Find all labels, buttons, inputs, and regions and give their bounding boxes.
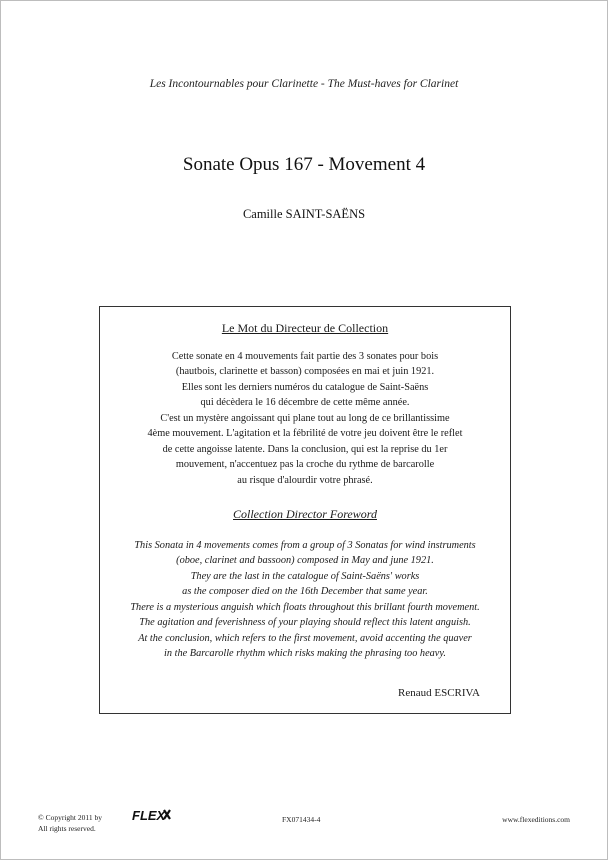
series-title: Les Incontournables pour Clarinette - The Must-haves for Clarinet: [149, 78, 459, 90]
text-line: in the Barcarolle rhythm which risks making the phrasing too heavy.: [164, 648, 446, 660]
copyright-notice: [38, 812, 102, 834]
french-heading: Le Mot du Directeur de Collection: [221, 321, 389, 335]
text-line: There is a mysterious anguish which floats throughout this brillant fourth movement.: [130, 602, 480, 613]
text-line: (oboe, clarinet and bassoon) composed in May and june 1921.: [176, 555, 434, 567]
signature: Renaud ESCRIVA: [398, 687, 480, 699]
logo-text: FLEX: [132, 808, 166, 823]
text-line: The agitation and feverishness of your playing should reflect this latent anguish.: [139, 617, 471, 629]
french-paragraph-1: [100, 349, 510, 411]
english-paragraph-1: [100, 538, 510, 600]
text-line: as the composer died on the 16th December that same year.: [182, 586, 428, 598]
text-line: This Sonata in 4 movements comes from a group of 3 Sonatas for wind instruments: [134, 540, 476, 551]
text-line: 4ème mouvement. L'agitation et la fébrilité de votre jeu doivent être le reflet: [147, 428, 463, 440]
text-line: Cette sonate en 4 mouvements fait partie des 3 sonates pour bois: [171, 351, 439, 362]
text-line: (hautbois, clarinette et basson) composées en mai et juin 1921.: [175, 366, 435, 378]
text-line: qui décèdera le 16 décembre de cette même année.: [200, 397, 410, 409]
english-paragraph-2: [100, 600, 510, 662]
website: www.flexeditions.com: [502, 815, 570, 824]
text-line: C'est un mystère angoissant qui plane tout au long de ce brillantissime: [160, 413, 450, 424]
text-line: At the conclusion, which refers to the first movement, avoid accenting the quaver: [138, 632, 472, 644]
rights-line: All rights reserved.: [38, 824, 96, 833]
copyright-line: © Copyright 2011 by: [38, 813, 102, 822]
composer-name: Camille SAINT-SAËNS: [242, 207, 366, 221]
text-line: They are the last in the catalogue of Saint-Saëns' works: [190, 570, 420, 582]
flex-logo: [131, 806, 171, 824]
french-paragraph-2: [100, 411, 510, 488]
text-line: au risque d'alourdir votre phrasé.: [237, 474, 373, 486]
english-heading: Collection Director Foreword: [233, 507, 377, 521]
text-line: Elles sont les derniers numéros du catalogue de Saint-Saëns: [181, 381, 429, 393]
piece-title: Sonate Opus 167 - Movement 4: [182, 154, 426, 175]
foreword-box: [99, 306, 511, 714]
text-line: de cette angoisse latente. Dans la conclusion, qui est la reprise du 1er: [162, 443, 448, 455]
catalog-number: FX071434-4: [282, 815, 321, 824]
text-line: mouvement, n'accentuez pas la croche du rythme de barcarolle: [175, 459, 435, 471]
